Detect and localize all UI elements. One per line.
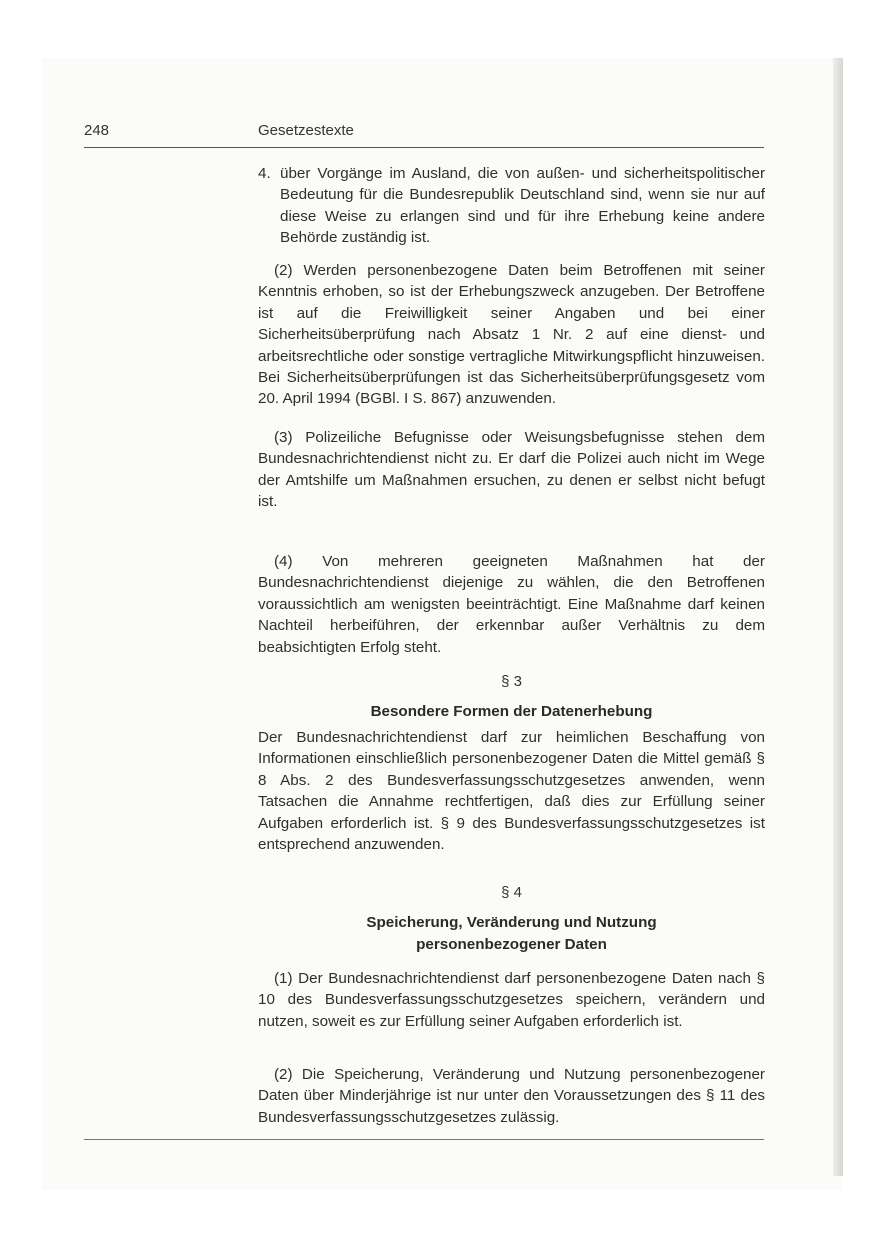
section-3-title: Besondere Formen der Datenerhebung [370,703,653,720]
running-title: Gesetzestexte [258,122,354,139]
section-4-paragraph-2: (2) Die Speicherung, Veränderung und Nutzung personenbezogener Daten über Minderjährige ist nur unter den Voraussetzungen des § 11 des Bundesverfassungsschutzgesetzes zulässig. [258,1066,765,1126]
section-4-title-line-2: personenbezogener Daten [416,936,607,953]
paragraph-2: (2) Werden personenbezogene Daten beim Betroffenen mit seiner Kenntnis erhoben, so ist der Erhebungszweck anzugeben. Der Betroffene ist auf die Freiwilligkeit seiner Angaben und bei einer Sicherheitsüberprüfung nach Absatz 1 Nr. 2 auf eine dienst- und arbeitsrechtliche oder sonstige vertragliche Mitwirkungspflicht hinzuweisen. Bei Sicherheitsüberprüfungen ist das Sicherheitsüberprüfungsgesetz vom 20. April 1994 (BGBl. I S. 867) anzuwenden. [258,262,765,408]
paragraph-4: (4) Von mehreren geeigneten Maßnahmen hat der Bundesnachrichtendienst diejenige zu wählen, die den Betroffenen voraussichtlich am wenigsten beeinträchtigt. Eine Maßnahme darf keinen Nachteil herbeiführen, der erkennbar außer Verhältnis zu dem beabsichtigten Erfolg steht. [258,553,765,656]
footer-rule [84,1139,764,1140]
header-rule [84,147,764,148]
section-4-title-line-1: Speicherung, Veränderung und Nutzung [366,914,657,931]
page-number: 248 [84,122,110,139]
section-4-number: § 4 [501,884,522,901]
list-item-number: 4. [258,165,271,182]
paragraph-3: (3) Polizeiliche Befugnisse oder Weisungsbefugnisse stehen dem Bundesnachrichtendienst nicht zu. Er darf die Polizei auch nicht im Wege der Amtshilfe um Maßnahmen ersuchen, zu denen er selbst nicht befugt ist. [258,429,765,511]
section-3-number: § 3 [501,673,522,690]
section-4-paragraph-1: (1) Der Bundesnachrichtendienst darf personenbezogene Daten nach § 10 des Bundesverfassungsschutzgesetzes speichern, verändern und nutzen, soweit es zur Erfüllung seiner Aufgaben erforderlich ist. [258,970,765,1030]
list-item-4 [258,163,765,249]
section-3-text: Der Bundesnachrichtendienst darf zur heimlichen Beschaffung von Informationen einschließlich personenbezogener Daten die Mittel gemäß § 8 Abs. 2 des Bundesverfassungsschutzgesetzes anwenden, wenn Tatsachen die Annahme rechtfertigen, daß dies zur Erfüllung seiner Aufgaben erforderlich ist. § 9 des Bundesverfassungsschutzgesetzes ist entsprechend anzuwenden. [258,729,765,854]
list-item-text: über Vorgänge im Ausland, die von außen- und sicherheitspolitischer Bedeutung für die Bundesrepublik Deutschland sind, wenn sie nur auf diese Weise zu erlangen sind und für ihre Erhebung keine andere Behörde zuständig ist. [280,165,765,247]
page-edge-shadow [833,58,843,1176]
